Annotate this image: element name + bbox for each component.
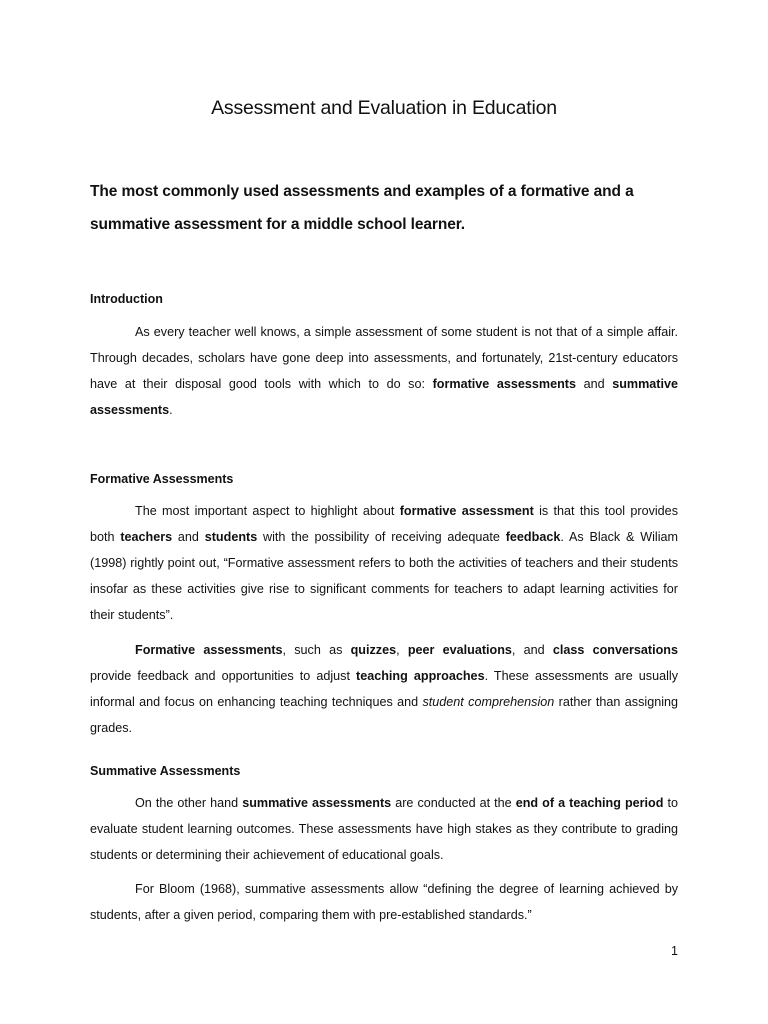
paragraph-summative-2: For Bloom (1968), summative assessments allow “defining the degree of learning achieved by students, after a given period, comparing them with pre-established standards.”	[90, 882, 678, 922]
paragraph-summative-1: On the other hand summative assessments are conducted at the end of a teaching period to evaluate student learning outcomes. These assessments have high stakes as they contribute to grading students or determining their achievement of educational goals.	[90, 796, 678, 862]
paragraph-formative-2: Formative assessments, such as quizzes, peer evaluations, and class conversations provide feedback and opportunities to adjust teaching approaches. These assessments are usually informal and focus on enhancing teaching techniques and student comprehension rather than assigning grades.	[90, 643, 679, 735]
heading-summative-assessments: Summative Assessments	[90, 764, 241, 778]
paragraph-formative-1: The most important aspect to highlight about formative assessment is that this tool provides both teachers and students with the possibility of receiving adequate feedback. As Black & Wiliam (1998) rightly point out, “Formative assessment refers to both the activities of teachers and their students insofar as these activities give rise to significant comments for teachers to adapt learning activities for their students”.	[90, 504, 679, 622]
page-number: 1	[671, 944, 678, 958]
document-subtitle: The most commonly used assessments and examples of a formative and a summative assessment for a middle school learner.	[90, 183, 634, 233]
document-title: Assessment and Evaluation in Education	[211, 97, 557, 119]
heading-formative-assessments: Formative Assessments	[90, 472, 234, 486]
paragraph-introduction: As every teacher well knows, a simple assessment of some student is not that of a simple affair. Through decades, scholars have gone deep into assessments, and fortunately, 21st-century educators have at their disposal good tools with which to do so: formative assessments and summative assessments.	[90, 325, 678, 417]
heading-introduction: Introduction	[90, 292, 163, 306]
